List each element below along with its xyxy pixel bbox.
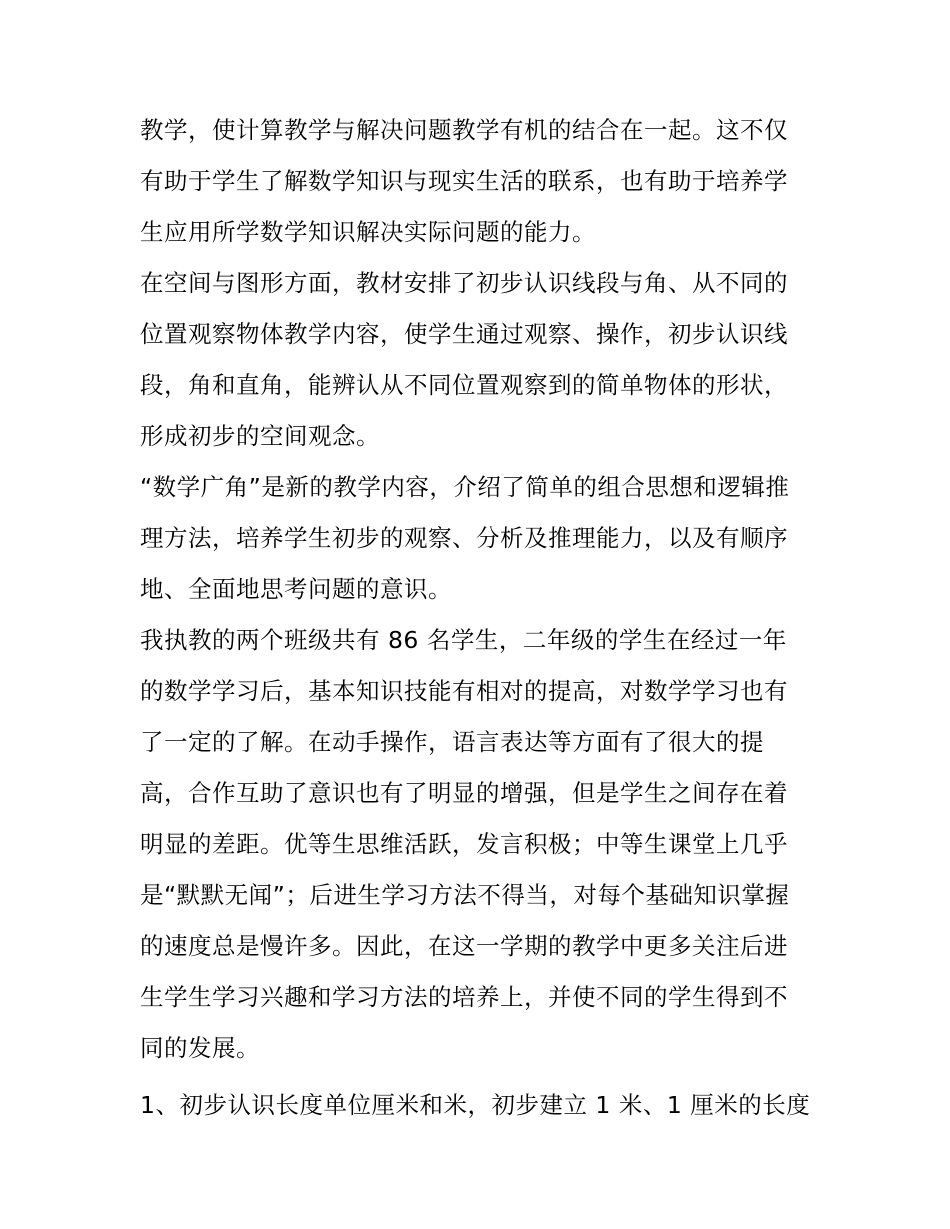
- text-line: 了一定的了解。在动手操作，语言表达等方面有了很大的提: [140, 728, 764, 756]
- text-line: 明显的差距。优等生思维活跃，发言积极；中等生课堂上几乎: [140, 830, 788, 858]
- document-body: [140, 105, 812, 1131]
- text-line: 生学生学习兴趣和学习方法的培养上，并使不同的学生得到不: [140, 983, 788, 1011]
- text-line: 我执教的两个班级共有 86 名学生，二年级的学生在经过一年: [140, 626, 787, 654]
- text-line: 有助于学生了解数学知识与现实生活的联系，也有助于培养学: [140, 167, 788, 195]
- paragraph-calculation-teaching: [140, 105, 812, 258]
- text-line: 是“默默无闻”；后进生学习方法不得当，对每个基础知识掌握: [140, 881, 790, 909]
- text-line: 的速度总是慢许多。因此，在这一学期的教学中更多关注后进: [140, 932, 788, 960]
- text-line: 在空间与图形方面，教材安排了初步认识线段与角、从不同的: [140, 269, 788, 297]
- text-line: 段，角和直角，能辨认从不同位置观察到的简单物体的形状，: [140, 371, 788, 399]
- text-line: 高，合作互助了意识也有了明显的增强，但是学生之间存在着: [140, 779, 788, 807]
- text-line: “数学广角”是新的教学内容，介绍了简单的组合思想和逻辑推: [140, 473, 790, 501]
- text-line: 教学，使计算教学与解决问题教学有机的结合在一起。这不仅: [140, 116, 788, 144]
- text-line: 1、初步认识长度单位厘米和米，初步建立 1 米、1 厘米的长度: [140, 1091, 811, 1119]
- paragraph-space-and-shapes: [140, 258, 812, 462]
- text-line: 的数学学习后，基本知识技能有相对的提高，对数学学习也有: [140, 677, 788, 705]
- text-line: 形成初步的空间观念。: [140, 422, 380, 450]
- paragraph-student-analysis: [140, 615, 812, 1074]
- text-line: 地、全面地思考问题的意识。: [140, 575, 452, 603]
- text-line: 位置观察物体教学内容，使学生通过观察、操作，初步认识线: [140, 320, 788, 348]
- paragraph-math-wide-angle: [140, 462, 812, 615]
- list-item-goal-1: [140, 1080, 812, 1131]
- text-line: 理方法，培养学生初步的观察、分析及推理能力，以及有顺序: [140, 524, 788, 552]
- text-line: 同的发展。: [140, 1034, 260, 1062]
- text-line: 生应用所学数学知识解决实际问题的能力。: [140, 218, 596, 246]
